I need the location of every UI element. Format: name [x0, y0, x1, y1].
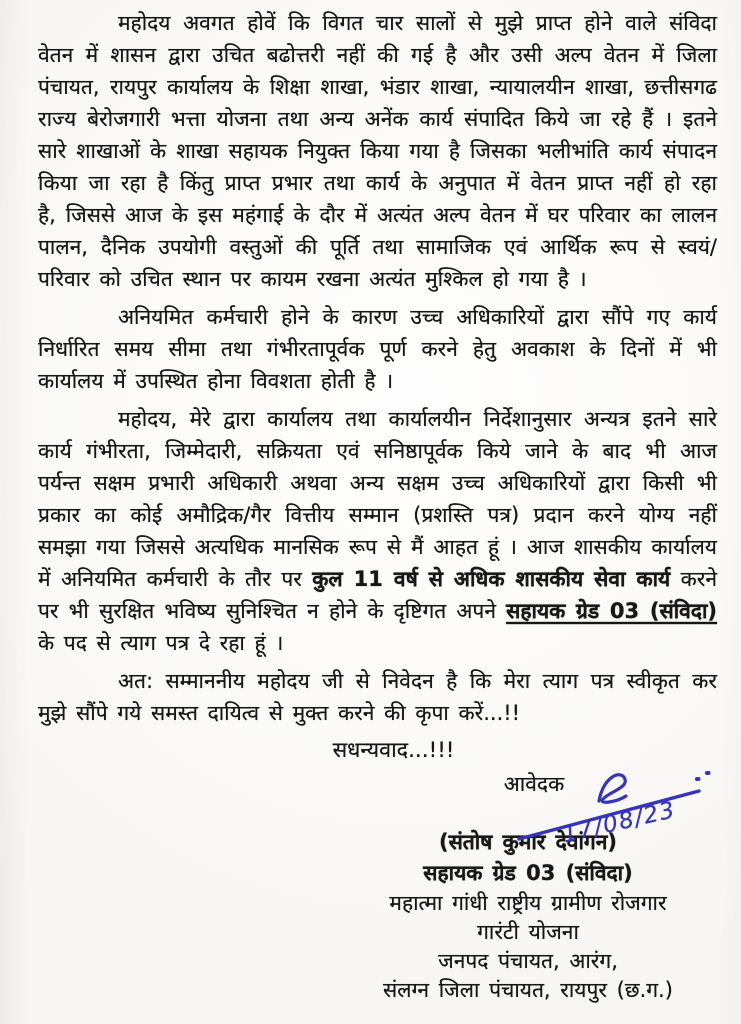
applicant-designation: सहायक ग्रेड 03 (संविदा): [423, 861, 633, 885]
org-name-line-1: महात्मा गांधी राष्ट्रीय ग्रामीण रोजगार: [389, 891, 667, 915]
emphasis-service-duration: कुल 11 वर्ष से अधिक शासकीय सेवा कार्य: [312, 567, 671, 591]
thanks-line: सधन्यवाद...!!!: [332, 738, 455, 763]
paragraph-no-recognition-resignation: [38, 403, 717, 659]
emphasis-post-name-underlined: सहायक ग्रेड 03 (संविदा): [506, 599, 717, 623]
handwritten-date: 17/08/23: [560, 797, 679, 849]
paragraph-salary-grievance: महोदय अवगत होवें कि विगत चार सालों से मुझे प्राप्त होने वाले संविदा वेतन में शासन द्वारा उचित बढोत्तरी नहीं की गई है और उसी अल्प वेतन में जिला पंचायत, रायपुर कार्यालय के शिक्षा शाखा, भंडार शाखा, न्यायालयीन शाखा, छत्तीसगढ राज्य बेरोजगारी भत्ता योजना तथा अन्य अनेंक कार्य संपादित किये जा रहे हैं । इतने सारे शाखाओं के शाखा सहायक नियुक्त किया गया है जिसका भलीभांति कार्य संपादन किया जा रहा है किंतु प्राप्त प्रभार तथा कार्य के अनुपात में वेतन प्राप्त नहीं हो रहा है, जिससे आज के इस महंगाई के दौर में अत्यंत अल्प वेतन में घर परिवार का लालन पालन, दैनिक उपयोगी वस्तुओं की पूर्ति तथा सामाजिक एवं आर्थिक रूप से स्वयं/परिवार को उचित स्थान पर कायम रखना अत्यंत मुश्किल हो गया है ।: [38, 11, 717, 291]
paragraph-irregular-employee-duty: अनियमित कर्मचारी होने के कारण उच्च अधिकारियों द्वारा सौंपे गए कार्य निर्धारित समय सीमा तथा गंभीरतापूर्वक पूर्ण करने हेतु अवकाश के दिनों में भी कार्यालय में उपस्थित होना विवशता होती है ।: [38, 305, 717, 393]
signature-space: [363, 797, 693, 827]
paragraph-3-text-1: महोदय, मेरे द्वारा कार्यालय तथा कार्यालयीन निर्देशानुसार अन्यत्र इतने सारे कार्य गंभीरता, जिम्मेदारी, सक्रियता एवं सनिष्ठापूर्वक किये जाने के बाद भी आज पर्यन्त सक्षम प्रभारी अधिकारी अथवा अन्य सक्षम उच्च अधिकारियों द्वारा किसी भी प्रकार का कोई अमौद्रिक/गैर वित्तीय सम्मान (प्रशस्ति पत्र) प्रदान करने योग्य नहीं समझा गया जिससे अत्यधिक मानसिक रूप से मैं आहत हूं । आज शासकीय कार्यालय में अनियमित कर्मचारी के तौर पर: [38, 407, 717, 591]
org-office-line: जनपद पंचायत, आरंग,: [438, 949, 618, 973]
org-district-line: संलग्न जिला पंचायत, रायपुर (छ.ग.): [383, 978, 673, 1002]
paragraph-3-text-2: करने पर भी सुरक्षित भविष्य सुनिश्चित न होने के दृष्टिगत अपने: [38, 567, 717, 623]
applicant-name: (संतोष कुमार देवांगन): [438, 830, 618, 854]
paragraph-resignation-request: अत: सम्माननीय महोदय जी से निवेदन है कि मेरा त्याग पत्र स्वीकृत कर मुझे सौंपे गये समस्त दायित्व से मुक्त करने की कृपा करें...!!: [38, 669, 717, 725]
signature-block: [363, 771, 693, 1005]
org-name-line-2: गारंटी योजना: [477, 920, 579, 944]
applicant-label: आवेदक: [503, 772, 565, 796]
paragraph-3-text-3: के पद से त्याग पत्र दे रहा हूं ।: [38, 631, 284, 655]
